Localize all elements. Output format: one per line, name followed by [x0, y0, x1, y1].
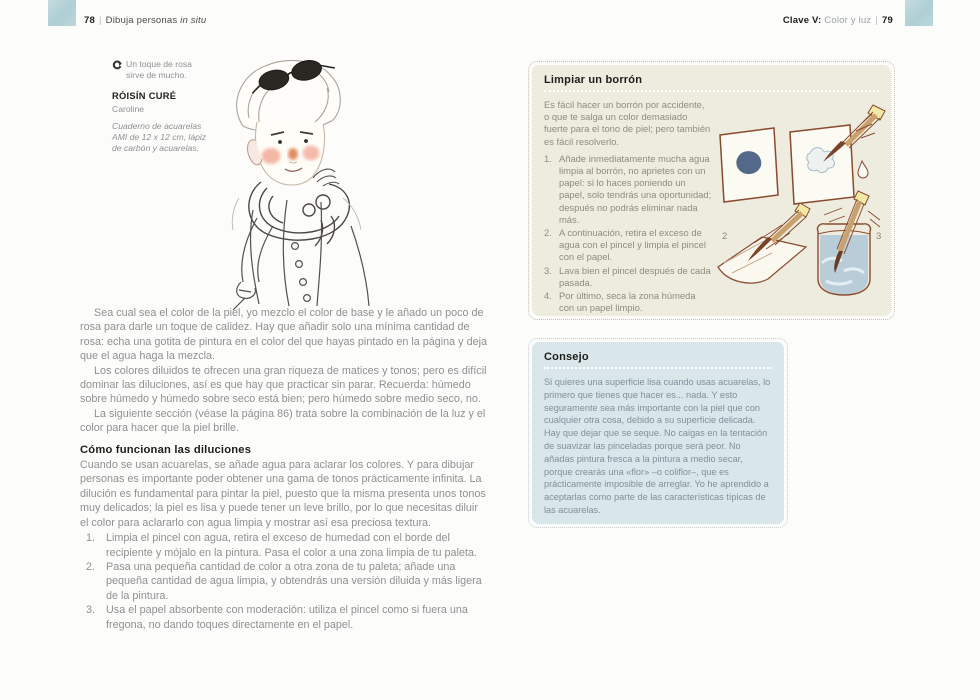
- arm: [233, 218, 273, 310]
- body-paragraph: La siguiente sección (véase la página 86) trata sobre la combinación de la luz y el color para hacer que la piel brille.: [80, 407, 486, 435]
- turban: [237, 61, 341, 132]
- sidebar-box-consejo: [528, 338, 788, 528]
- section-heading: Cómo funcionan las diluciones: [80, 443, 252, 456]
- step-text: Usa el papel absorbente con moderación: utiliza el pincel como si fuera una fregona, no dando toques directamente en el papel.: [106, 604, 468, 631]
- header-separator: |: [98, 15, 102, 26]
- scarf: [249, 182, 350, 246]
- right-running-header: [783, 15, 893, 26]
- book-title-italic: in situ: [180, 15, 207, 26]
- cleanup-steps-illustration: [710, 103, 888, 308]
- numbered-step: [80, 531, 488, 560]
- borron-intro: Es fácil hacer un borrón por accidente, o que te salga un color demasiado fuerte para el tono de piel; pero también es fácil resolverlo.: [544, 99, 711, 147]
- numbered-step: [544, 290, 712, 314]
- step-text: Lava bien el pincel después de cada pasada.: [559, 264, 711, 288]
- body-paragraph: Sea cual sea el color de la piel, yo mezclo el color de base y le añado un poco de rosa para darle un toque de calidez. Hay que añadir solo una mínima cantidad de rosa: echa una gotita de pintura en el color del que hayas pintado en la página y deja que el agua haga la mezcla.: [80, 307, 487, 363]
- step-text: Añade inmediatamente mucha agua limpia al borrón, no aprietes con un papel: si lo haces poniendo un papel, solo tendrás una oportunidad; después no podrás eliminar nada más.: [559, 152, 712, 225]
- numbered-step: [80, 560, 488, 603]
- step-text: A continuación, retira el exceso de agua con el pincel y limpia el pincel con el papel.: [559, 227, 706, 263]
- towel-brush: [718, 203, 810, 283]
- page-corner-marker-left: [48, 0, 76, 26]
- right-page-number: 79: [882, 15, 893, 26]
- borron-figure: [712, 99, 882, 315]
- artist-name: RÓISÍN CURÉ: [112, 90, 177, 101]
- numbered-step: [544, 153, 712, 226]
- water-jar: [817, 191, 880, 295]
- body-paragraph: Los colores diluidos te ofrecen una gran riqueza de matices y tonos; pero es difícil dominar las diluciones, así es que hay que practicar sin parar. Recuerda: húmedo sobre húmedo y húmedo sobre seco está bien; pero húmedo sobre medio seco, no.: [80, 364, 487, 406]
- step-number: 1.: [544, 152, 552, 164]
- borron-text-column: [544, 99, 712, 315]
- portrait-sketch: [203, 48, 403, 310]
- dotted-separator: [544, 367, 772, 369]
- header-separator-right: |: [875, 15, 879, 26]
- figure-caption: [112, 59, 208, 155]
- caption-note: Un toque de rosa sirve de mucho.: [126, 59, 192, 81]
- caroline-sketch-illustration: [203, 48, 403, 310]
- borron-steps: [544, 153, 712, 315]
- book-title: Dibuja personas: [105, 15, 178, 26]
- step-number: 2.: [86, 560, 96, 573]
- page-corner-marker-right: [905, 0, 933, 26]
- step-text: Por último, seca la zona húmeda con un papel limpio.: [559, 290, 696, 314]
- numbered-step: [544, 227, 712, 264]
- left-running-header: [84, 15, 206, 26]
- chapter-title: Color y luz: [824, 15, 872, 26]
- chapter-label: Clave V:: [782, 15, 822, 26]
- cleaning-paper: [790, 105, 885, 204]
- sidebar-box-limpiar-borron: [528, 61, 895, 320]
- stained-paper: [720, 128, 778, 202]
- step-text: Limpia el pincel con agua, retira el exceso de humedad con el borde del recipiente y mójalo en la pintura. Pasa el color a una zona limpia de tu paleta.: [106, 532, 477, 559]
- artwork-media: Cuaderno de acuarelas AMI de 12 x 12 cm, lápiz de carbón y acuarelas.: [112, 120, 207, 154]
- numbered-step: [80, 603, 488, 632]
- dilution-steps: [80, 531, 488, 632]
- figure-label-3: 3: [876, 231, 882, 242]
- borron-box-heading: Limpiar un borrón: [544, 74, 643, 86]
- section-intro: Cuando se usan acuarelas, se añade agua para aclarar los colores. Y para dibujar personas es importante poder obtener una gama de tonos prácticamente infinita. La dilución es fundamental para pintar la piel, puesto que la misma presenta unos tonos muy delicados; la piel es lisa y puede tener un leve brillo, por lo que necesitas diluir el color para aclararlo con agua limpia y mostrar así esa preciosa textura.: [80, 459, 486, 529]
- left-page-number: 78: [84, 15, 95, 26]
- step-number: 3.: [86, 604, 96, 617]
- step-number: 4.: [544, 290, 552, 302]
- artwork-title: Caroline: [112, 104, 145, 115]
- dotted-separator: [544, 90, 879, 92]
- step-number: 1.: [86, 532, 96, 545]
- arrow-icon: [112, 59, 122, 82]
- face: [256, 122, 325, 185]
- hand: [313, 169, 339, 186]
- step-text: Pasa una pequeña cantidad de color a otra zona de tu paleta; añade una pequeña cantidad de agua limpia, y obtendrás una versión diluida y más ligera de la pintura.: [106, 560, 482, 602]
- figure-label-2: 2: [722, 231, 728, 242]
- step-number: 3.: [544, 264, 552, 276]
- consejo-box-heading: Consejo: [544, 351, 589, 363]
- step-number: 2.: [544, 227, 552, 239]
- numbered-step: [544, 265, 712, 289]
- main-text-column: [80, 306, 488, 632]
- consejo-text: Si quieres una superficie lisa cuando usas acuarelas, lo primero que tienes que hacer es... nada. Y esto seguramente sea más importante con la piel que con cualquier otra cosa, debido a su superficie delicada. Hay que dejar que se seque. No caigas en la tentación de suavizar las pinceladas porque será peor. No añadas pintura fresca a la pintura a medio secar, porque crearás una «flor» –o coliflor–, que es prácticamente imposible de arreglar. Yo he aprendido a aceptarlas como parte de las características típicas de las acuarelas.: [544, 377, 771, 515]
